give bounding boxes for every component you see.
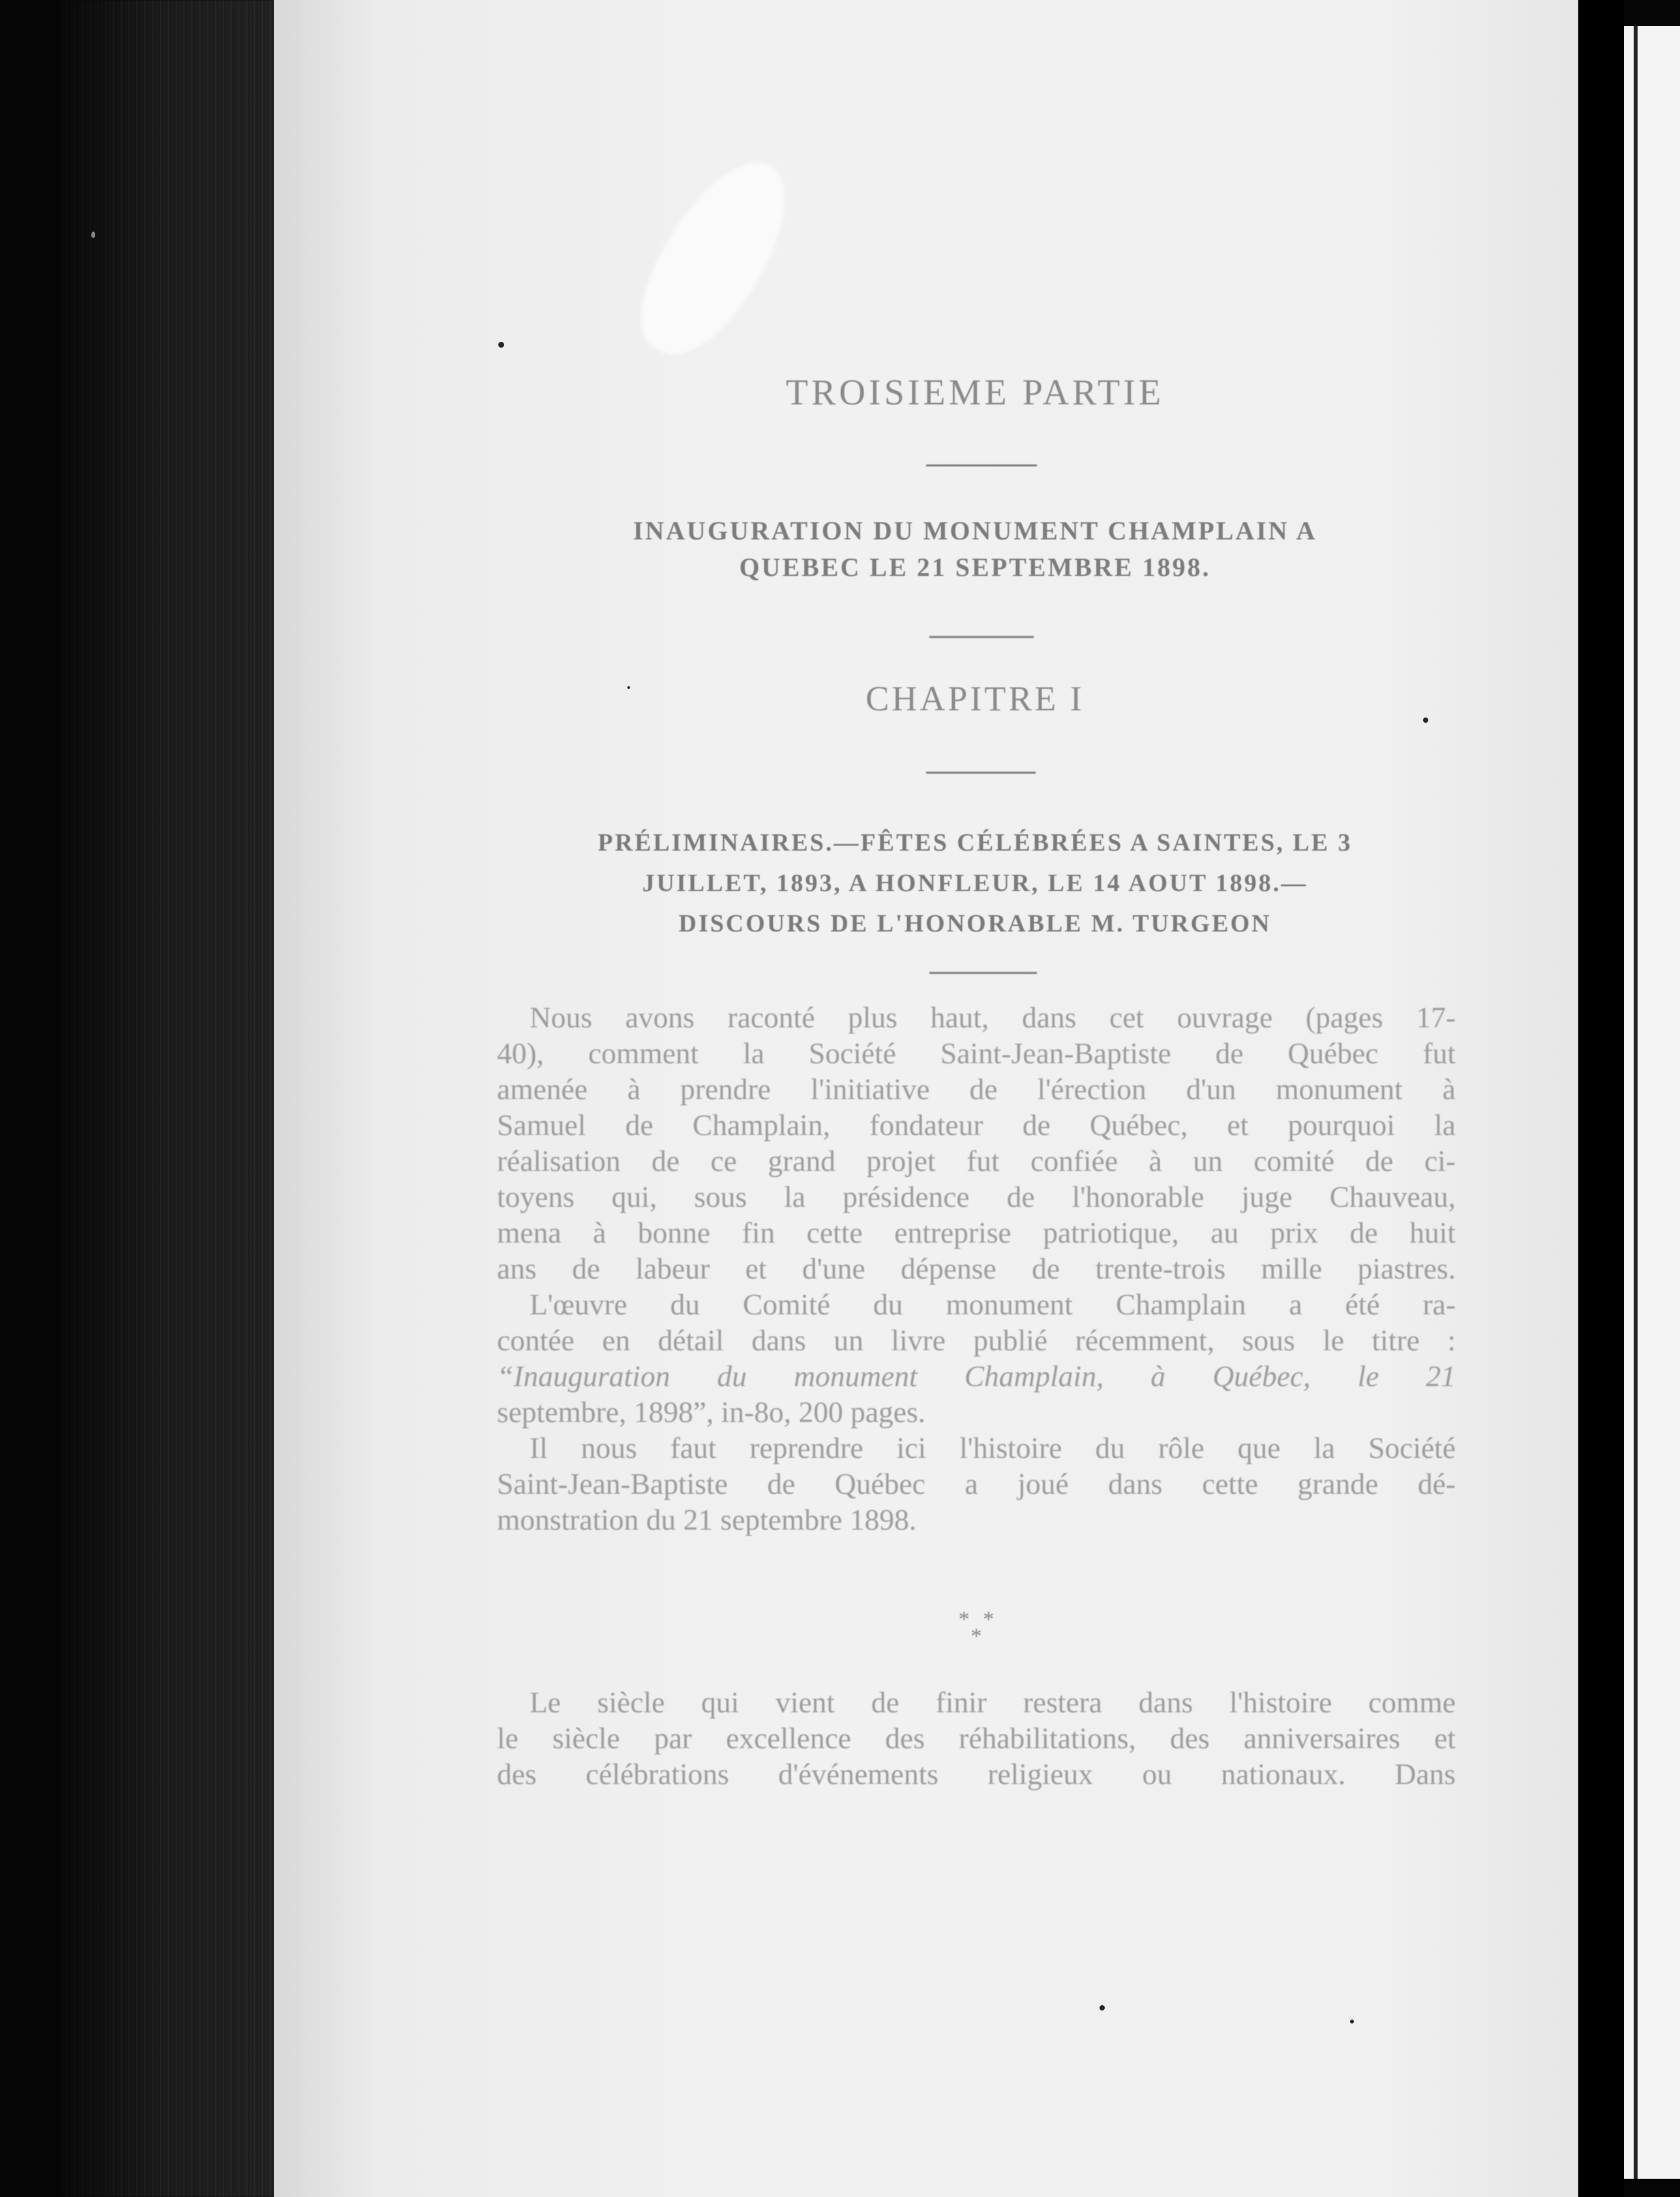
paragraph-line: réalisation de ce grand projet fut confiée à un comité de ci- bbox=[497, 1144, 1456, 1177]
paragraph-line: Nous avons raconté plus haut, dans cet ouvrage (pages 17- bbox=[530, 1001, 1456, 1034]
part-title: TROISIEME PARTIE bbox=[785, 372, 1165, 413]
paragraph-line: contée en détail dans un livre publié récemment, sous le titre : bbox=[497, 1324, 1456, 1357]
paragraph-line: amenée à prendre l'initiative de l'érection d'un monument à bbox=[497, 1072, 1456, 1106]
section-break-asterism bbox=[952, 1607, 1004, 1648]
paragraph-line: “Inauguration du monument Champlain, à Québec, le 21 bbox=[497, 1359, 1456, 1393]
divider-rule bbox=[929, 972, 1037, 974]
divider-rule bbox=[926, 464, 1037, 466]
chapter-title: CHAPITRE I bbox=[865, 679, 1085, 718]
paragraph-line: Il nous faut reprendre ici l'histoire du rôle que la Société bbox=[530, 1431, 1456, 1464]
divider-rule bbox=[926, 772, 1036, 774]
paragraph-line: 40), comment la Société Saint-Jean-Baptiste de Québec fut bbox=[497, 1037, 1456, 1070]
paragraph-line: toyens qui, sous la présidence de l'honorable juge Chauveau, bbox=[497, 1180, 1456, 1213]
paragraph-line: Samuel de Champlain, fondateur de Québec, et pourquoi la bbox=[497, 1108, 1456, 1142]
paragraph-line: L'œuvre du Comité du monument Champlain a été ra- bbox=[530, 1288, 1456, 1321]
paragraph-line: septembre, 1898”, in-8o, 200 pages. bbox=[497, 1395, 926, 1429]
paragraph-line: monstration du 21 septembre 1898. bbox=[497, 1503, 917, 1536]
paragraph-line: Saint-Jean-Baptiste de Québec a joué dans cette grande dé- bbox=[497, 1467, 1456, 1500]
chapter-summary-line: PRÉLIMINAIRES.—FÊTES CÉLÉBRÉES A SAINTES, LE 3 bbox=[597, 829, 1353, 856]
asterism-glyph: * * * bbox=[958, 1607, 998, 1648]
chapter-summary-line: DISCOURS DE L'HONORABLE M. TURGEON bbox=[678, 910, 1272, 937]
subtitle-line: QUEBEC LE 21 SEPTEMBRE 1898. bbox=[739, 553, 1211, 582]
paragraph-line: ans de labeur et d'une dépense de trente-trois mille piastres. bbox=[497, 1252, 1456, 1285]
divider-rule bbox=[929, 636, 1034, 638]
subtitle-line: INAUGURATION DU MONUMENT CHAMPLAIN A bbox=[633, 516, 1317, 545]
paragraph-line: des célébrations d'événements religieux ou nationaux. Dans bbox=[497, 1757, 1456, 1791]
paragraph-line: le siècle par excellence des réhabilitations, des anniversaires et bbox=[497, 1721, 1456, 1755]
paragraph-line: mena à bonne fin cette entreprise patriotique, au prix de huit bbox=[497, 1216, 1456, 1249]
chapter-summary-line: JUILLET, 1893, A HONFLEUR, LE 14 AOUT 1898.— bbox=[642, 870, 1308, 897]
paragraph-line: Le siècle qui vient de finir restera dans l'histoire comme bbox=[530, 1686, 1456, 1719]
